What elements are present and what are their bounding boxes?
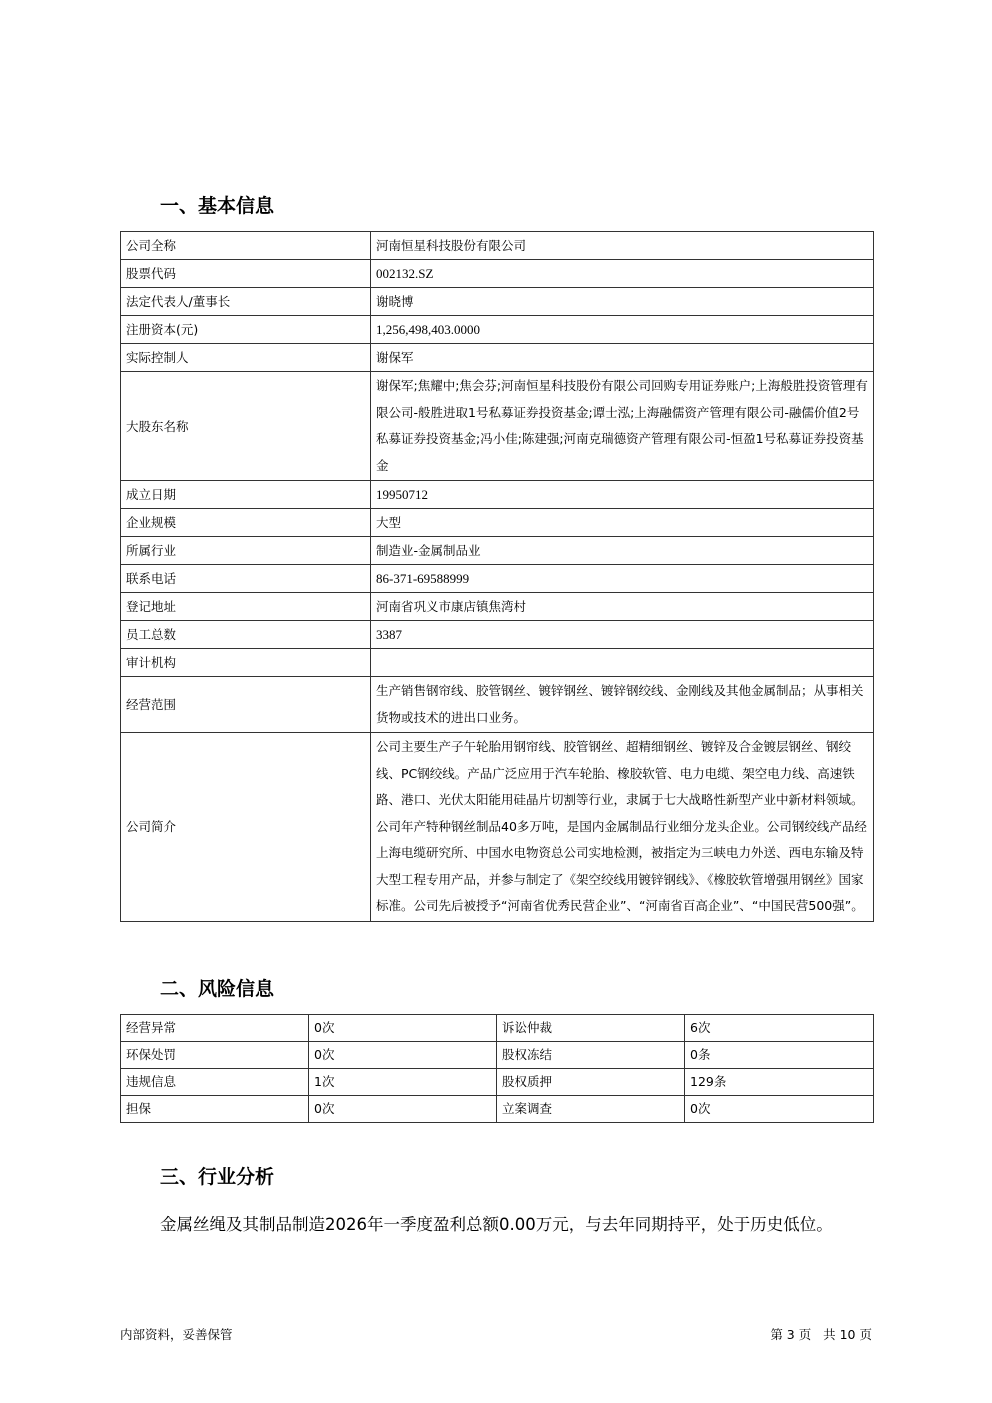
risk-value: 0次 (309, 1096, 497, 1123)
table-row (121, 509, 874, 537)
row-value: 1,256,498,403.0000 (371, 316, 874, 344)
table-row (121, 733, 874, 922)
section-title-industry-analysis: 三、行业分析 (160, 1166, 275, 1188)
table-row (121, 537, 874, 565)
footer-page-number: 第 3 页 共 10 页 (770, 1327, 872, 1342)
section-title-basic-info: 一、基本信息 (160, 195, 275, 217)
table-row (121, 1015, 874, 1042)
risk-label: 违规信息 (121, 1069, 309, 1096)
table-row (121, 1069, 874, 1096)
row-value: 公司主要生产子午轮胎用钢帘线、胶管钢丝、超精细钢丝、镀锌及合金镀层钢丝、钢绞线、PC钢绞线。产品广泛应用于汽车轮胎、橡胶软管、电力电缆、架空电力线、高速铁路、港口、光伏太阳能用硅晶片切割等行业，隶属于七大战略性新型产业中新材料领域。公司年产特种钢丝制品40多万吨，是国内金属制品行业细分龙头企业。公司钢绞线产品经上海电缆研究所、中国水电物资总公司实地检测，被指定为三峡电力外送、西电东输及特大型工程专用产品，并参与制定了《架空绞线用镀锌钢线》、《橡胶软管增强用钢丝》国家标准。公司先后被授予“河南省优秀民营企业”、“河南省百高企业”、“中国民营500强”。 (371, 733, 874, 922)
row-label: 登记地址 (121, 593, 371, 621)
table-row (121, 677, 874, 733)
row-label: 法定代表人/董事长 (121, 288, 371, 316)
row-label: 所属行业 (121, 537, 371, 565)
row-value: 生产销售钢帘线、胶管钢丝、镀锌钢丝、镀锌钢绞线、金刚线及其他金属制品；从事相关货物或技术的进出口业务。 (371, 677, 874, 733)
row-value: 大型 (371, 509, 874, 537)
row-label: 经营范围 (121, 677, 371, 733)
risk-label: 立案调查 (497, 1096, 685, 1123)
row-label: 企业规模 (121, 509, 371, 537)
table-row (121, 288, 874, 316)
section-title-risk-info: 二、风险信息 (160, 978, 275, 1000)
row-label: 员工总数 (121, 621, 371, 649)
risk-value: 0次 (309, 1015, 497, 1042)
basic-info-table (120, 231, 874, 922)
row-value (371, 649, 874, 677)
risk-value: 6次 (685, 1015, 874, 1042)
table-row (121, 593, 874, 621)
risk-label: 担保 (121, 1096, 309, 1123)
industry-analysis-text: 金属丝绳及其制品制造2026年一季度盈利总额0.00万元，与去年同期持平，处于历史低位。 (160, 1215, 833, 1234)
risk-value: 129条 (685, 1069, 874, 1096)
risk-label: 诉讼仲裁 (497, 1015, 685, 1042)
row-label: 大股东名称 (121, 372, 371, 481)
table-row (121, 232, 874, 260)
row-value: 19950712 (371, 481, 874, 509)
table-row (121, 316, 874, 344)
risk-label: 股权质押 (497, 1069, 685, 1096)
row-value: 谢保军;焦耀中;焦会芬;河南恒星科技股份有限公司回购专用证券账户;上海般胜投资管理有限公司-般胜进取1号私募证券投资基金;谭士泓;上海融儒资产管理有限公司-融儒价值2号私募证券投资基金;冯小佳;陈建强;河南克瑞德资产管理有限公司-恒盈1号私募证券投资基金 (371, 372, 874, 481)
table-row (121, 621, 874, 649)
row-label: 注册资本(元) (121, 316, 371, 344)
table-row (121, 372, 874, 481)
row-label: 公司全称 (121, 232, 371, 260)
row-label: 股票代码 (121, 260, 371, 288)
table-row (121, 481, 874, 509)
row-value: 3387 (371, 621, 874, 649)
table-row (121, 1042, 874, 1069)
row-value: 河南省巩义市康店镇焦湾村 (371, 593, 874, 621)
risk-value: 0条 (685, 1042, 874, 1069)
row-label: 公司简介 (121, 733, 371, 922)
row-value: 谢保军 (371, 344, 874, 372)
risk-value: 0次 (685, 1096, 874, 1123)
risk-label: 股权冻结 (497, 1042, 685, 1069)
table-row (121, 649, 874, 677)
row-label: 审计机构 (121, 649, 371, 677)
row-value: 谢晓博 (371, 288, 874, 316)
row-label: 实际控制人 (121, 344, 371, 372)
table-row (121, 565, 874, 593)
row-value: 86-371-69588999 (371, 565, 874, 593)
row-value: 河南恒星科技股份有限公司 (371, 232, 874, 260)
risk-value: 1次 (309, 1069, 497, 1096)
row-value: 002132.SZ (371, 260, 874, 288)
risk-info-table (120, 1014, 874, 1123)
risk-value: 0次 (309, 1042, 497, 1069)
row-label: 成立日期 (121, 481, 371, 509)
table-row (121, 260, 874, 288)
table-row (121, 1096, 874, 1123)
risk-label: 环保处罚 (121, 1042, 309, 1069)
table-row (121, 344, 874, 372)
row-value: 制造业-金属制品业 (371, 537, 874, 565)
risk-label: 经营异常 (121, 1015, 309, 1042)
footer-confidential-note: 内部资料，妥善保管 (120, 1327, 233, 1342)
row-label: 联系电话 (121, 565, 371, 593)
